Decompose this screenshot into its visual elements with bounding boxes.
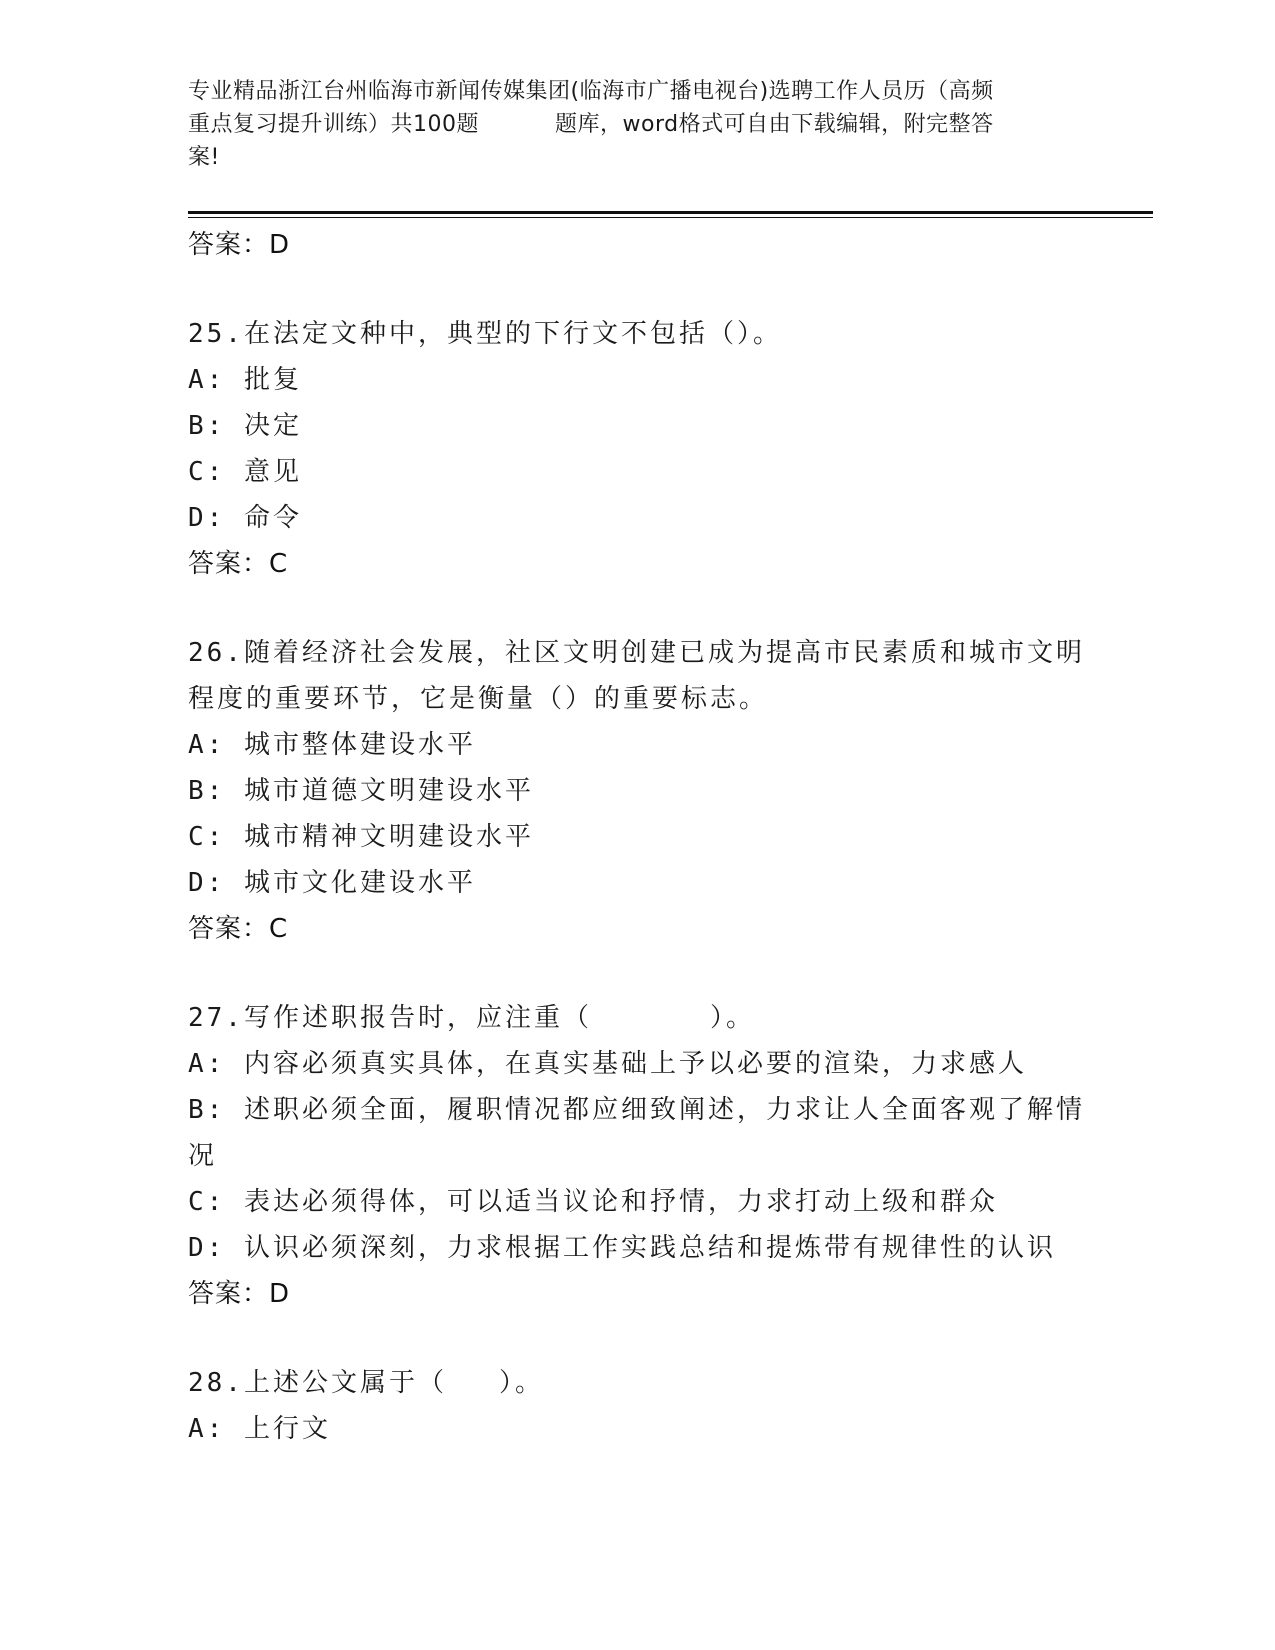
option-c: C: 城市精神文明建设水平 <box>188 822 534 852</box>
option-d: D: 命令 <box>188 503 302 533</box>
header-divider-thin <box>188 217 1153 218</box>
question-26 <box>188 630 1088 952</box>
question-stem-end: ）。 <box>709 1003 755 1033</box>
option-d: D: 认识必须深刻，力求根据工作实践总结和提炼带有规律性的认识 <box>188 1233 1056 1263</box>
option-a: A: 上行文 <box>188 1414 331 1444</box>
document-body <box>188 222 1088 1452</box>
header-title-line-2a: 重点复习提升训练）共100题 <box>188 112 479 137</box>
question-stem-end: ）。 <box>498 1368 544 1398</box>
question-25 <box>188 311 1088 587</box>
question-stem: 25.在法定文种中，典型的下行文不包括（）。 <box>188 319 782 349</box>
answer: 答案：C <box>188 914 289 944</box>
header-divider-thick <box>188 211 1153 214</box>
option-b: B: 城市道德文明建设水平 <box>188 776 534 806</box>
option-c: C: 表达必须得体，可以适当议论和抒情，力求打动上级和群众 <box>188 1187 998 1217</box>
header-title-line-1: 专业精品浙江台州临海市新闻传媒集团(临海市广播电视台)选聘工作人员历（高频 <box>188 79 994 104</box>
option-d: D: 城市文化建设水平 <box>188 868 476 898</box>
question-27 <box>188 995 1088 1317</box>
question-stem <box>188 1360 1088 1406</box>
option-a: A: 内容必须真实具体，在真实基础上予以必要的渲染，力求感人 <box>188 1049 1027 1079</box>
question-28 <box>188 1360 1088 1452</box>
question-stem-line-2: 程度的重要环节，它是衡量（）的重要标志。 <box>188 684 769 714</box>
option-a: A: 城市整体建设水平 <box>188 730 476 760</box>
header-title-line-2b: 题库，word格式可自由下载编辑，附完整答 <box>555 112 994 137</box>
option-b-continued: 况 <box>188 1141 218 1171</box>
question-stem-text: 28.上述公文属于（ <box>188 1368 447 1398</box>
header-title-line-2 <box>188 108 1088 141</box>
question-stem <box>188 995 1088 1041</box>
question-stem-text: 27.写作述职报告时，应注重（ <box>188 1003 592 1033</box>
question-stem-line-1: 26.随着经济社会发展，社区文明创建已成为提高市民素质和城市文明 <box>188 638 1085 668</box>
answer: 答案：C <box>188 549 289 579</box>
previous-answer: 答案：D <box>188 230 291 260</box>
header-title-line-3: 案! <box>188 145 220 170</box>
option-b: B: 决定 <box>188 411 302 441</box>
option-a: A: 批复 <box>188 365 302 395</box>
answer: 答案：D <box>188 1279 291 1309</box>
document-header <box>188 75 1088 174</box>
option-c: C: 意见 <box>188 457 302 487</box>
option-b: B: 述职必须全面，履职情况都应细致阐述，力求让人全面客观了解情 <box>188 1095 1085 1125</box>
